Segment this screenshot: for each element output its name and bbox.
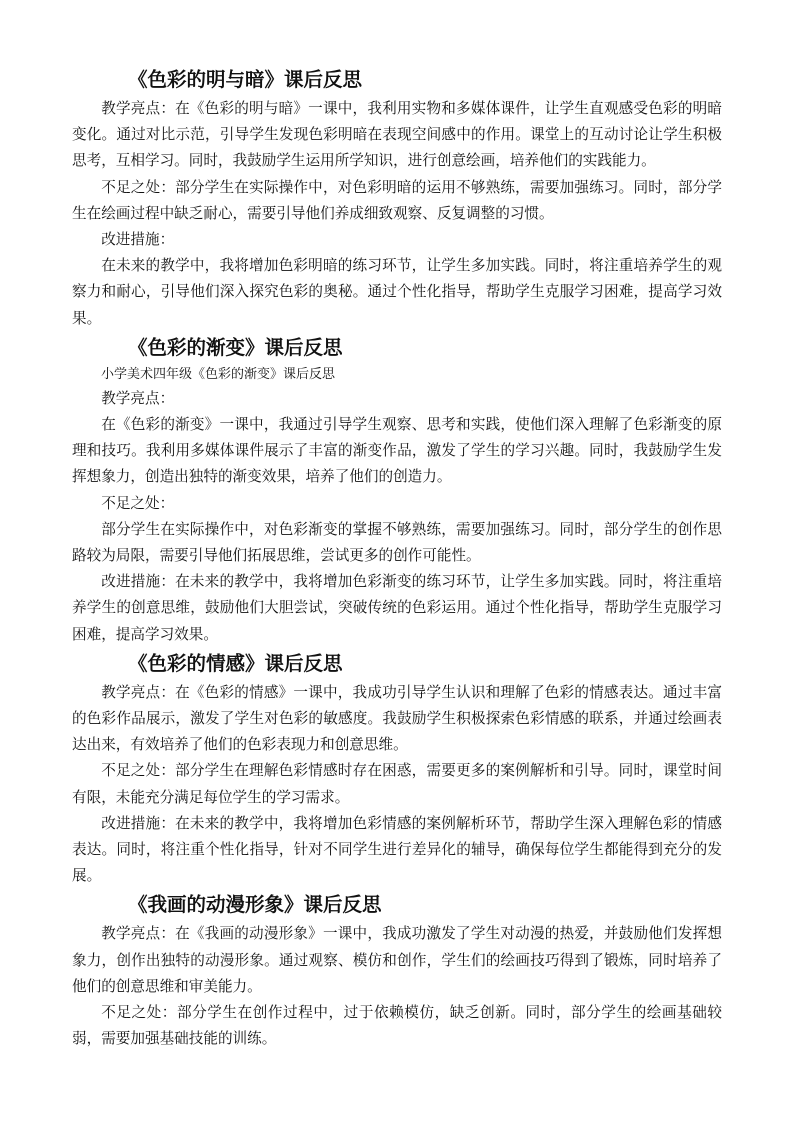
section-light-and-dark: [72, 64, 722, 332]
section-title: 《我画的动漫形象》课后反思: [128, 893, 382, 917]
paragraph-improvements: 改进措施：在未来的教学中，我将增加色彩渐变的练习环节，让学生多加实践。同时，将注重培养学生的创意思维，鼓励他们大胆尝试，突破传统的色彩运用。通过个性化指导，帮助学生克服学习困难，提高学习效果。: [72, 573, 722, 643]
paragraph-shortcomings-heading: 不足之处：: [101, 494, 175, 512]
paragraph-shortcomings: 部分学生在实际操作中，对色彩渐变的掌握不够熟练，需要加强练习。同时，部分学生的创作思路较为局限，需要引导他们拓展思维，尝试更多的创作可能性。: [72, 520, 722, 565]
section-title: 《色彩的明与暗》课后反思: [128, 68, 363, 91]
document-page: [72, 64, 722, 1053]
section-anime-character: [72, 889, 722, 1052]
section-subtitle: 小学美术四年级《色彩的渐变》课后反思: [101, 366, 336, 382]
paragraph-shortcomings: 不足之处：部分学生在理解色彩情感时存在困惑，需要更多的案例解析和引导。同时，课堂时间有限，未能充分满足每位学生的学习需求。: [72, 762, 722, 806]
paragraph-highlights: 教学亮点：在《色彩的明与暗》一课中，我利用实物和多媒体课件，让学生直观感受色彩的明暗变化。通过对比示范，引导学生发现色彩明暗在表现空间感中的作用。课堂上的互动讨论让学生积极思考，互相学习。同时，我鼓励学生运用所学知识，进行创意绘画，培养他们的实践能力。: [72, 100, 722, 170]
paragraph-highlights-heading: 教学亮点：: [101, 389, 175, 407]
paragraph-improvement-heading: 改进措施：: [101, 231, 175, 249]
section-title: 《色彩的渐变》课后反思: [128, 335, 343, 359]
paragraph-highlights: 教学亮点：在《色彩的情感》一课中，我成功引导学生认识和理解了色彩的情感表达。通过丰富的色彩作品展示，激发了学生对色彩的敏感度。我鼓励学生积极探索色彩情感的联系，并通过绘画表达出来，有效培养了他们的色彩表现力和创意思维。: [72, 683, 722, 754]
paragraph-highlights: 在《色彩的渐变》一课中，我通过引导学生观察、思考和实践，使他们深入理解了色彩渐变的原理和技巧。我利用多媒体课件展示了丰富的渐变作品，激发了学生的学习兴趣。同时，我鼓励学生发挥想象力，创造出独特的渐变效果，培养了他们的创造力。: [72, 416, 722, 486]
paragraph-highlights: 教学亮点：在《我画的动漫形象》一课中，我成功激发了学生对动漫的热爱，并鼓励他们发挥想象力，创作出独特的动漫形象。通过观察、模仿和创作，学生们的绘画技巧得到了锻炼，同时培养了他们的创意思维和审美能力。: [72, 925, 722, 995]
paragraph-shortcomings: 不足之处：部分学生在实际操作中，对色彩明暗的运用不够熟练，需要加强练习。同时，部分学生在绘画过程中缺乏耐心，需要引导他们养成细致观察、反复调整的习惯。: [72, 178, 722, 222]
paragraph-shortcomings: 不足之处：部分学生在创作过程中，过于依赖模仿，缺乏创新。同时，部分学生的绘画基础较弱，需要加强基础技能的训练。: [72, 1004, 722, 1048]
section-title: 《色彩的情感》课后反思: [128, 651, 343, 675]
section-emotion: [72, 648, 722, 890]
paragraph-improvements: 在未来的教学中，我将增加色彩明暗的练习环节，让学生多加实践。同时，将注重培养学生的观察力和耐心，引导他们深入探究色彩的奥秘。通过个性化指导，帮助学生克服学习困难，提高学习效果。: [72, 257, 722, 327]
section-gradient: [72, 332, 722, 648]
paragraph-improvements: 改进措施：在未来的教学中，我将增加色彩情感的案例解析环节，帮助学生深入理解色彩的情感表达。同时，将注重个性化指导，针对不同学生进行差异化的辅导，确保每位学生都能得到充分的发展。: [72, 814, 722, 885]
